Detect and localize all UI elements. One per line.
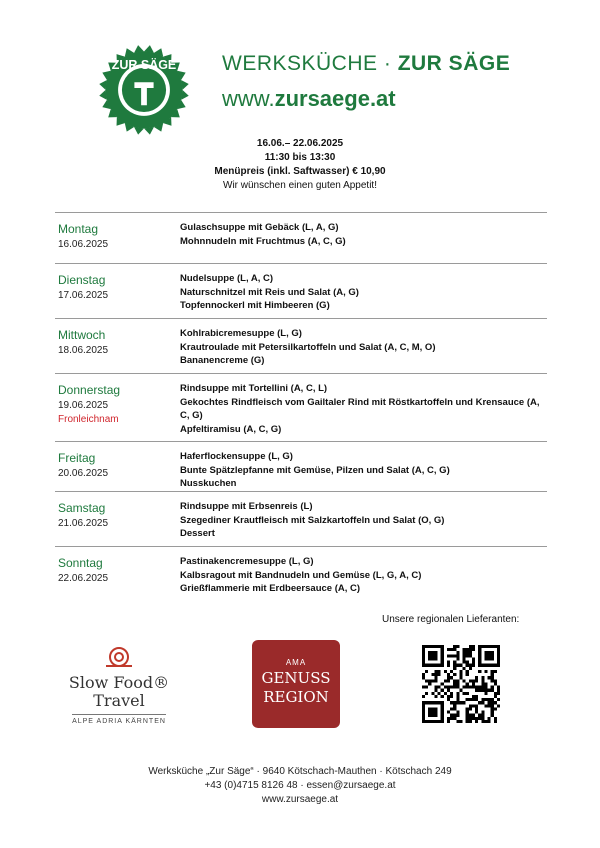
menu-wish: Wir wünschen einen guten Appetit! [223,180,377,191]
day-date: 22.06.2025 [58,573,109,584]
day-row-sonntag [55,546,547,601]
day-dishes [180,221,542,248]
brand-url-prefix: www. [222,86,275,111]
day-name: Sonntag [58,556,103,570]
slowfood-line2: Travel [93,691,145,710]
snail-icon [102,645,136,669]
footer-website[interactable]: www.zursaege.at [261,794,339,805]
menu-price: Menüpreis (inkl. Saftwasser) € 10,90 [214,166,386,177]
day-name: Dienstag [58,273,106,287]
day-row-freitag [55,441,547,492]
day-dishes [180,500,542,541]
dish: Szegediner Krautfleisch mit Salzkartoffeln und Salat (O, G) [180,514,445,526]
dish: Pastinakencremesuppe (L, G) [180,556,314,567]
dish: Nusskuchen [180,478,237,490]
dish: Kalbsragout mit Bandnudeln und Gemüse (L, G, A, C) [180,569,422,581]
slowfood-sub: ALPE ADRIA KÄRNTEN [72,714,166,725]
dish: Krautroulade mit Petersilkartoffeln und Salat (A, C, M, O) [180,341,436,353]
day-name: Samstag [58,501,106,515]
menu-dates: 16.06.– 22.06.2025 [256,138,344,149]
brand-title-prefix: WERKSKÜCHE · [222,52,398,75]
day-date: 21.06.2025 [58,518,109,529]
menu-time: 11:30 bis 13:30 [264,152,336,163]
day-date: 17.06.2025 [58,290,109,301]
dish: Grießflammerie mit Erdbeersauce (A, C) [180,583,361,595]
dish: Apfeltiramisu (A, C, G) [180,423,282,435]
slow-food-travel-logo [64,645,174,730]
day-name: Freitag [58,451,96,465]
footer [0,765,600,807]
day-row-dienstag [55,263,547,318]
brand-title [222,52,510,76]
day-dishes [180,382,542,436]
dish: Bananencreme (G) [180,355,265,367]
footer-contact: +43 (0)4715 8126 48 · essen@zursaege.at [204,780,396,791]
dish: Naturschnitzel mit Reis und Salat (A, G) [180,286,359,298]
dish: Haferflockensuppe (L, G) [180,451,293,462]
day-dishes [180,327,542,368]
holiday-note: Fronleichnam [58,414,119,425]
ama-genuss-region-logo [252,640,340,728]
qr-code[interactable] [422,645,500,723]
brand-title-bold: ZUR SÄGE [397,52,511,75]
brand-url-bold: zursaege.at [274,86,396,111]
day-date: 16.06.2025 [58,239,109,250]
dish: Bunte Spätzlepfanne mit Gemüse, Pilzen und Salat (A, C, G) [180,464,450,476]
day-name: Mittwoch [58,328,106,342]
dish: Mohnnudeln mit Fruchtmus (A, C, G) [180,235,346,247]
day-row-samstag [55,491,547,546]
ama-line2: GENUSS [261,669,331,687]
ama-line3: REGION [263,688,329,706]
dish: Kohlrabicremesuppe (L, G) [180,328,302,339]
day-row-donnerstag [55,373,547,441]
day-row-mittwoch [55,318,547,373]
day-date: 19.06.2025 [58,400,109,411]
menu-info [0,137,600,193]
day-dishes [180,272,542,313]
day-date: 18.06.2025 [58,345,109,356]
slowfood-line1: Slow Food® [68,673,170,692]
dish: Topfennockerl mit Himbeeren (G) [180,300,330,312]
dish: Rindsuppe mit Erbsenreis (L) [180,501,313,512]
day-date: 20.06.2025 [58,468,109,479]
dish: Nudelsuppe (L, A, C) [180,273,274,284]
ama-line1: AMA [285,658,307,667]
dish: Gekochtes Rindfleisch vom Gailtaler Rind mit Röstkartoffeln und Krensauce (A, C, G) [180,396,540,422]
brand-url[interactable] [222,86,396,112]
footer-address: Werksküche „Zur Säge“ · 9640 Kötschach-Mauthen · Kötschach 249 [148,766,452,777]
dish: Rindsuppe mit Tortellini (A, C, L) [180,383,328,394]
day-row-montag [55,212,547,263]
dish: Dessert [180,528,215,540]
day-name: Montag [58,222,99,236]
day-dishes [180,450,542,491]
suppliers-label: Unsere regionalen Lieferanten: [382,614,520,625]
logo-text: ZUR SÄGE [111,57,177,72]
day-name: Donnerstag [58,383,121,397]
day-dishes [180,555,542,596]
zur-saege-logo [96,40,192,136]
dish: Gulaschsuppe mit Gebäck (L, A, G) [180,222,339,233]
